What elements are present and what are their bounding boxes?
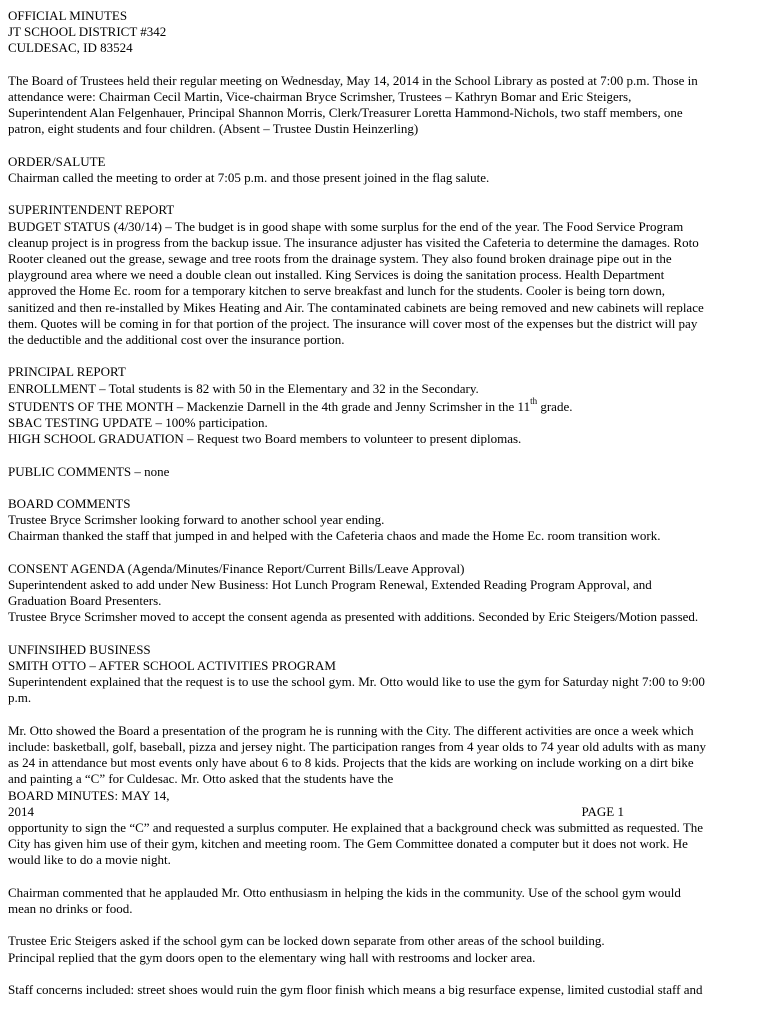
- text-line: as 24 in attendance but most events only have about 6 to 8 kids. Projects that the kids are working on include working on a dirt bike: [8, 755, 694, 771]
- text-line: and painting a “C” for Culdesac. Mr. Otto asked that the students have the: [8, 771, 394, 787]
- header-address: CULDESAC, ID 83524: [8, 40, 133, 56]
- consent-agenda-section: [8, 561, 762, 626]
- text-line: ENROLLMENT – Total students is 82 with 50 in the Elementary and 32 in the Secondary.: [8, 380, 479, 396]
- footer-year: 2014: [8, 803, 34, 819]
- text-line: City has given him use of their gym, kitchen and meeting room. The Gem Committee donated a computer but it does not work. He: [8, 836, 688, 852]
- text-line: the deductible and the additional cost over the insurance portion.: [8, 332, 345, 348]
- text-line: Trustee Bryce Scrimsher moved to accept the consent agenda as presented with additions. Seconded by Eric Steigers/Motion passed.: [8, 609, 699, 625]
- intro-paragraph: [8, 73, 762, 138]
- text-line: playground area where we need a double clean out installed. King Services is doing the sanitation process. Health Department: [8, 267, 665, 283]
- text-span: STUDENTS OF THE MONTH – Mackenzie Darnell in the 4th grade and Jenny Scrimsher in the 11: [8, 398, 531, 414]
- text-line: include: basketball, golf, baseball, pizza and jersey night. The participation ranges from 4 year olds to 74 year old adults with as many: [8, 739, 706, 754]
- text-line: mean no drinks or food.: [8, 901, 133, 917]
- text-line: Trustee Bryce Scrimsher looking forward to another school year ending.: [8, 512, 385, 528]
- text-line: would like to do a movie night.: [8, 852, 171, 868]
- superscript: th: [530, 396, 538, 407]
- text-line: attendance were: Chairman Cecil Martin, Vice-chairman Bryce Scrimsher, Trustees – Kathryn Bomar and Eric Steigers,: [8, 89, 632, 104]
- header-district: JT SCHOOL DISTRICT #342: [8, 24, 167, 40]
- text-line: Superintendent Alan Felgenhauer, Principal Shannon Morris, Clerk/Treasurer Loretta Hammond-Nichols, two staff members, one: [8, 105, 683, 121]
- text-line: Rooter cleaned out the grease, sewage and tree roots from the drainage system. They also found broken drainage pipe out in the: [8, 251, 672, 266]
- text-line: patron, eight students and four children. (Absent – Trustee Dustin Heinzerling): [8, 121, 419, 137]
- section-heading: PRINCIPAL REPORT: [8, 364, 126, 380]
- section-heading: ORDER/SALUTE: [8, 153, 106, 169]
- text-line: Chairman called the meeting to order at 7:05 p.m. and those present joined in the flag salute.: [8, 170, 490, 185]
- text-line: Chairman commented that he applauded Mr. Otto enthusiasm in helping the kids in the community. Use of the school gym would: [8, 884, 681, 900]
- section-heading: SUPERINTENDENT REPORT: [8, 202, 175, 218]
- page-number: PAGE 1: [581, 803, 624, 819]
- text-line: Graduation Board Presenters.: [8, 593, 162, 609]
- text-line: Mr. Otto showed the Board a presentation of the program he is running with the City. The different activities are once a week which: [8, 722, 694, 738]
- section-heading: UNFINSIHED BUSINESS: [8, 641, 151, 657]
- public-comments: PUBLIC COMMENTS – none: [8, 463, 170, 479]
- document-header: [8, 8, 762, 57]
- order-section: [8, 154, 762, 186]
- text-line: BUDGET STATUS (4/30/14) – The budget is in good shape with some surplus for the end of the year. The Food Service Program: [8, 218, 684, 234]
- text-line: SBAC TESTING UPDATE – 100% participation.: [8, 415, 268, 431]
- text-line: Superintendent asked to add under New Business: Hot Lunch Program Renewal, Extended Reading Program Approval, and: [8, 577, 652, 592]
- text-line: The Board of Trustees held their regular meeting on Wednesday, May 14, 2014 in the School Library as posted at 7:00 p.m. Those in: [8, 72, 698, 88]
- text-line: p.m.: [8, 690, 32, 706]
- footer-label: BOARD MINUTES: MAY 14,: [8, 787, 170, 803]
- continuation-paragraph: [8, 820, 762, 869]
- text-line: Principal replied that the gym doors open to the elementary wing hall with restrooms and locker area.: [8, 949, 536, 965]
- staff-concerns-line: Staff concerns included: street shoes would ruin the gym floor finish which means a big resurface expense, limited custodial staff and: [8, 982, 703, 997]
- principal-section: [8, 364, 762, 447]
- text-line: approved the Home Ec. room for a temporary kitchen to serve breakfast and lunch for the students. Cooler is being torn down,: [8, 283, 666, 299]
- text-span: grade.: [537, 398, 573, 414]
- chairman-comment-paragraph: [8, 885, 762, 917]
- footer-row: [8, 804, 762, 820]
- section-heading: BOARD COMMENTS: [8, 496, 131, 511]
- text-line: Superintendent explained that the request is to use the school gym. Mr. Otto would like to use the gym for Saturday night 7:00 to 9:00: [8, 674, 705, 690]
- board-comments-section: [8, 496, 762, 545]
- superintendent-section: [8, 202, 762, 348]
- subsection-heading: SMITH OTTO – AFTER SCHOOL ACTIVITIES PROGRAM: [8, 658, 336, 673]
- students-of-month-line: [8, 396, 762, 415]
- text-line: HIGH SCHOOL GRADUATION – Request two Board members to volunteer to present diplomas.: [8, 431, 522, 447]
- text-line: cleanup project is in progress from the backup issue. The insurance adjuster has visited the Cafeteria to determine the damages. Roto: [8, 234, 699, 250]
- page-footer: [8, 788, 762, 820]
- text-line: them. Quotes will be coming in for that portion of the project. The insurance will cover most of the expenses but the district will pay: [8, 315, 698, 331]
- text-line: Chairman thanked the staff that jumped in and helped with the Cafeteria chaos and made the Home Ec. room transition work.: [8, 528, 661, 544]
- header-title: OFFICIAL MINUTES: [8, 8, 128, 23]
- text-line: sanitized and then re-installed by Mikes Heating and Air. The contaminated cabinets are being removed and new cabinets will replace: [8, 299, 704, 315]
- gym-question-paragraph: [8, 933, 762, 965]
- text-line: opportunity to sign the “C” and requested a surplus computer. He explained that a background check was submitted as requested. The: [8, 820, 704, 836]
- section-heading: CONSENT AGENDA (Agenda/Minutes/Finance Report/Current Bills/Leave Approval): [8, 560, 465, 576]
- text-line: Trustee Eric Steigers asked if the school gym can be locked down separate from other areas of the school building.: [8, 933, 605, 949]
- unfinished-business-section: [8, 642, 762, 788]
